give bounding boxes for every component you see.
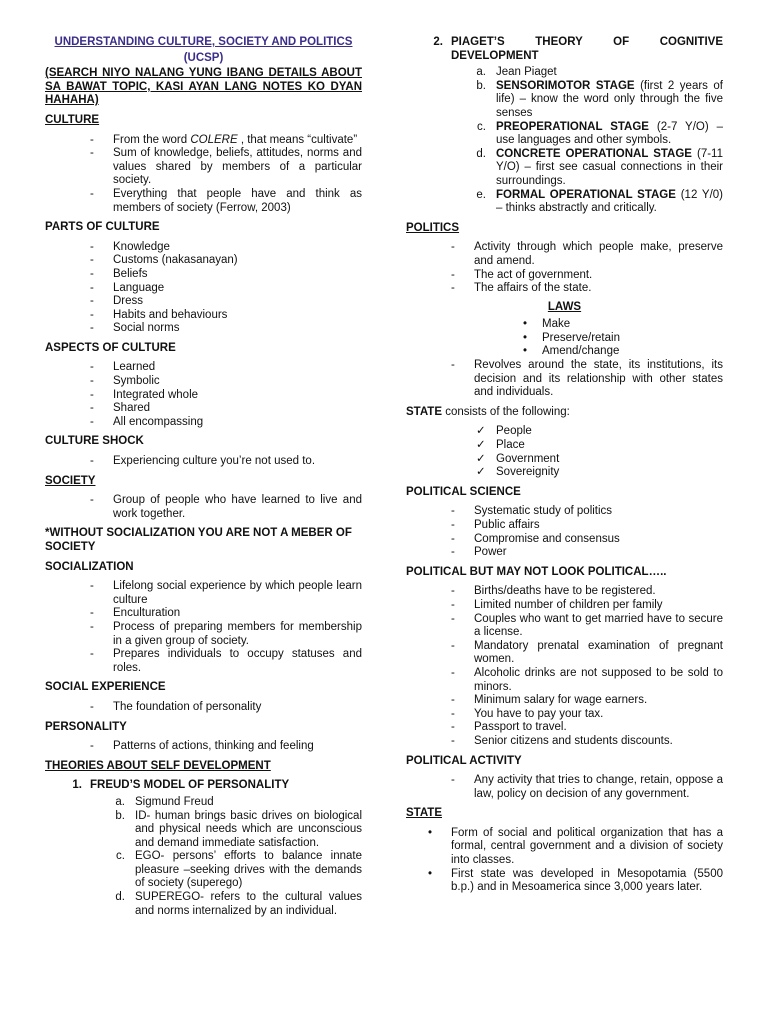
list-item: - Customs (nakasanayan) [45,254,362,268]
list-item: - Symbolic [45,375,362,389]
aspects-of-culture-list [45,361,362,429]
socialization-heading: SOCIALIZATION [45,560,134,573]
list-item: a. Sigmund Freud [115,795,214,808]
parts-of-culture-heading: PARTS OF CULTURE [45,221,160,234]
list-item: • Form of social and political organization that has a formal, central government and a division of society into classes. [406,827,723,868]
politics-list-2 [406,359,723,400]
list-item: - Integrated whole [45,389,362,403]
political-science-heading: POLITICAL SCIENCE [406,485,521,498]
personality-list [45,740,362,754]
personality-heading: PERSONALITY [45,720,127,733]
politics-heading: POLITICS [406,221,460,234]
list-item: - You have to pay your tax. [406,708,723,722]
right-column [406,36,723,895]
freud-heading: 1. FREUD’S MODEL OF PERSONALITY [72,779,290,792]
list-item: - All encompassing [45,416,362,430]
list-item: ✓ Government [406,453,723,467]
aspects-of-culture-heading: ASPECTS OF CULTURE [45,341,176,354]
list-item: - Shared [45,402,362,416]
state-heading: STATE [406,807,442,820]
list-item: - Patterns of actions, thinking and feeling [45,740,362,754]
list-item: - Learned [45,361,362,375]
state-list [406,827,723,895]
without-socialization-note: *WITHOUT SOCIALIZATION YOU ARE NOT A MEBER OF SOCIETY [45,527,352,553]
list-item: - The act of government. [406,269,723,283]
list-item: - Sum of knowledge, beliefs, attitudes, norms and values shared by members of a particular society. [45,147,362,188]
list-item: a. Jean Piaget [476,66,557,79]
list-item: - Births/deaths have to be registered. [406,585,723,599]
list-item: - Alcoholic drinks are not supposed to be sold to minors. [406,667,723,694]
list-item: d. CONCRETE OPERATIONAL STAGE (7-11 Y/O) – first see casual connections in their surroundings. [476,147,723,187]
social-experience-heading: SOCIAL EXPERIENCE [45,681,166,694]
list-item: - Process of preparing members for membership in a given group of society. [45,621,362,648]
list-item: • Preserve/retain [406,332,723,346]
political-activity-heading: POLITICAL ACTIVITY [406,754,522,767]
list-item: - Beliefs [45,268,362,282]
list-item: b. ID- human brings basic drives on biological and physical needs which are unconscious and demand immediate satisfaction. [115,809,362,849]
political-activity-list [406,774,723,801]
list-item: - Limited number of children per family [406,599,723,613]
document-subtitle: (UCSP) [183,51,224,64]
author-note: (SEARCH NIYO NALANG YUNG IBANG DETAILS ABOUT SA BAWAT TOPIC, KASI AYAN LANG NOTES KO DYAN HAHAHA) [45,67,362,107]
culture-shock-heading: CULTURE SHOCK [45,435,144,448]
list-item: - Mandatory prenatal examination of pregnant women. [406,640,723,667]
society-list [45,494,362,521]
list-item: - Social norms [45,322,362,336]
social-experience-list [45,701,362,715]
list-item: - Lifelong social experience by which people learn culture [45,580,362,607]
list-item: • Make [406,318,723,332]
theories-heading: THEORIES ABOUT SELF DEVELOPMENT [45,759,271,772]
list-item: - Group of people who have learned to live and work together. [45,494,362,521]
list-item: • First state was developed in Mesopotamia (5500 b.p.) and in Mesoamerica since 3,000 years later. [406,868,723,895]
list-item: c. EGO- persons’ efforts to balance innate pleasure –seeking drives with the demands of society (superego) [116,850,362,890]
laws-list [406,318,723,359]
socialization-list [45,580,362,675]
list-item: - Couples who want to get married have to secure a license. [406,613,723,640]
state-consists-line: STATE consists of the following: [406,405,570,418]
list-item: - Systematic study of politics [406,505,723,519]
list-item: - Enculturation [45,607,362,621]
list-item: - Any activity that tries to change, retain, oppose a law, policy on decision of any government. [406,774,723,801]
parts-of-culture-list [45,241,362,336]
society-heading: SOCIETY [45,474,96,487]
list-item: • Amend/change [406,345,723,359]
list-item: - Activity through which people make, preserve and amend. [406,241,723,268]
culture-shock-list [45,455,362,469]
list-item: b. SENSORIMOTOR STAGE (first 2 years of life) – know the word only through the five senses [476,79,724,119]
list-item: - Senior citizens and students discounts. [406,735,723,749]
list-item: ✓ Sovereignity [406,466,723,480]
politics-list [406,241,723,295]
culture-list [45,134,362,216]
political-science-list [406,505,723,559]
list-item: e. FORMAL OPERATIONAL STAGE (12 Y/0) – thinks abstractly and critically. [476,188,723,215]
freud-list [45,796,362,918]
list-item: - From the word COLERE , that means “cultivate” [45,134,362,148]
political-not-list [406,585,723,748]
list-item: - Minimum salary for wage earners. [406,694,723,708]
list-item: - Everything that people have and think as members of society (Ferrow, 2003) [45,188,362,215]
list-item: - Prepares individuals to occupy statuses and roles. [45,648,362,675]
piaget-list [406,66,723,216]
list-item: - Public affairs [406,519,723,533]
list-item: d. SUPEREGO- refers to the cultural values and norms internalized by an individual. [115,891,362,917]
list-item: - Knowledge [45,241,362,255]
list-item: ✓ Place [406,439,723,453]
list-item: - Power [406,546,723,560]
list-item: - The foundation of personality [45,701,362,715]
piaget-heading: 2. PIAGET’S THEORY OF COGNITIVE DEVELOPMENT [433,36,723,62]
document-title: UNDERSTANDING CULTURE, SOCIETY AND POLITICS [54,36,353,48]
list-item: - Revolves around the state, its institutions, its decision and its relationship with other states and individuals. [406,359,723,400]
list-item: - Experiencing culture you’re not used to. [45,455,362,469]
political-not-heading: POLITICAL BUT MAY NOT LOOK POLITICAL….. [406,565,667,578]
list-item: - Habits and behaviours [45,309,362,323]
culture-heading: CULTURE [45,113,100,126]
laws-heading: LAWS [547,300,582,313]
list-item: - Language [45,282,362,296]
state-components-list [406,425,723,479]
list-item: c. PREOPERATIONAL STAGE (2-7 Y/O) – use languages and other symbols. [477,120,723,147]
list-item: - The affairs of the state. [406,282,723,296]
left-column [45,36,362,918]
list-item: ✓ People [406,425,723,439]
list-item: - Compromise and consensus [406,533,723,547]
list-item: - Dress [45,295,362,309]
list-item: - Passport to travel. [406,721,723,735]
